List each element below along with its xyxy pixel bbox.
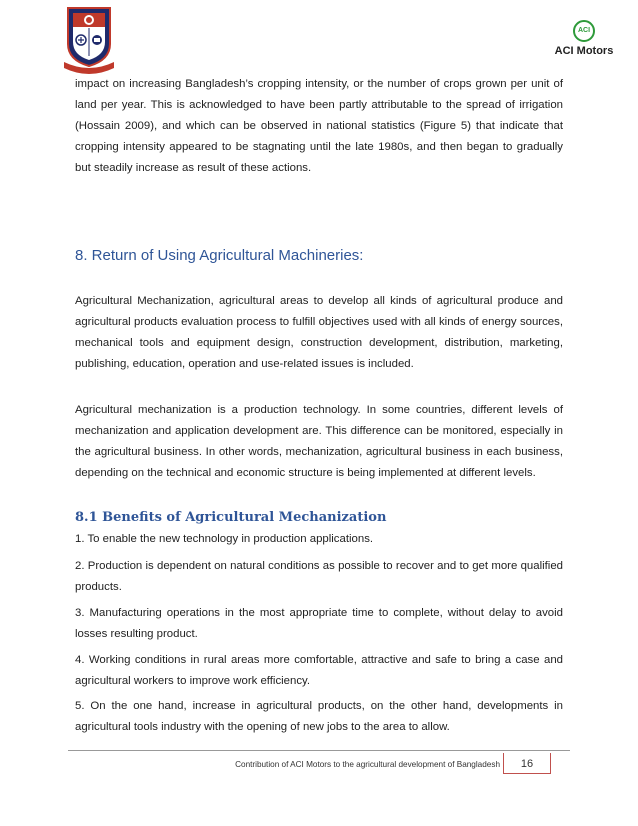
benefit-item-3: 3. Manufacturing operations in the most appropriate time to complete, without delay to avoid losses resulting product. [75,607,563,640]
footer-title: Contribution of ACI Motors to the agricultural development of Bangladesh [235,760,500,769]
benefit-item-5: 5. On the one hand, increase in agricultural products, on the other hand, developments in agricultural tools industry with the opening of new jobs to the area to allow. [75,700,563,733]
aci-logo-mark: ACI [573,20,595,42]
mechanization-paragraph-2: Agricultural mechanization is a production technology. In some countries, different levels of mechanization and application development are. This difference can be monitored, especially in the agricultural business. In other words, mechanization, agricultural business in each business, depending on the technical and economic structure is being implemented at different levels. [75,404,563,479]
page-number: 16 [503,753,551,774]
benefit-item-4: 4. Working conditions in rural areas more comfortable, attractive and safe to bring a case and agricultural workers to improve work efficiency. [75,654,563,687]
mechanization-paragraph-1: Agricultural Mechanization, agricultural areas to develop all kinds of agricultural produce and agricultural products evaluation process to fulfill objectives used with all kinds of energy sources, mechanical tools and equipment design, construction development, distribution, marketing, publishing, education, operation and use-related issues is included. [75,295,563,370]
aci-logo-icon [544,20,624,68]
university-crest-icon [64,4,114,74]
section-8-heading: 8. Return of Using Agricultural Machineries: [75,247,364,264]
aci-logo-text: ACI Motors [554,45,614,57]
benefit-item-1: 1. To enable the new technology in production applications. [75,533,374,545]
benefit-item-2: 2. Production is dependent on natural conditions as possible to recover and to get more qualified products. [75,560,563,593]
footer-divider [68,750,570,751]
section-8-1-heading: 8.1 Benefits of Agricultural Mechanization [75,510,387,525]
intro-paragraph: impact on increasing Bangladesh’s cropping intensity, or the number of crops grown per unit of land per year. This is acknowledged to have been partly attributable to the spread of irrigation (Hossain 2009), and which can be observed in national statistics (Figure 5) that indicate that cropping intensity appeared to be stagnating until the late 1980s, and then began to gradually but steadily increase as result of these actions. [75,78,563,174]
